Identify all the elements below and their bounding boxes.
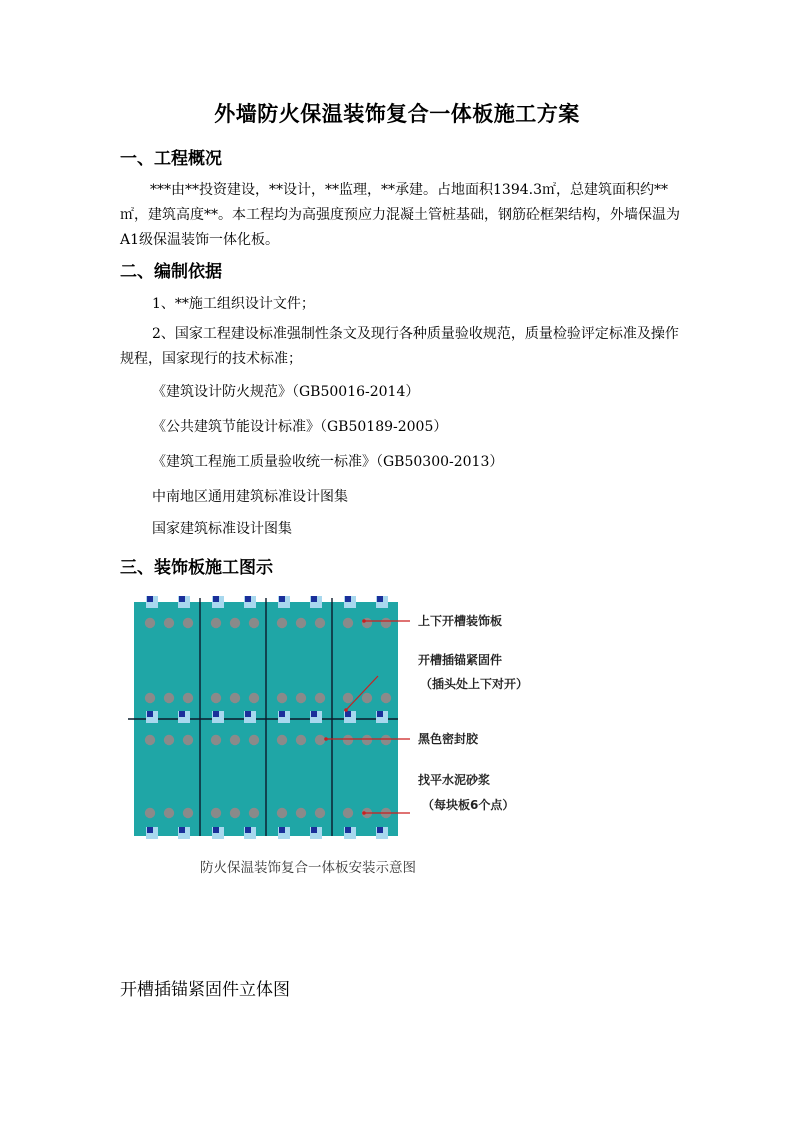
basis-item-3: 《建筑设计防火规范》（GB50016-2014） <box>152 384 420 400</box>
label-mortar-line1: 找平水泥砂浆 <box>418 773 491 787</box>
leader-endpoint <box>362 811 366 815</box>
mortar-dot <box>296 693 306 703</box>
section-heading-diagram: 三、装饰板施工图示 <box>120 558 273 578</box>
anchor-clip-inner <box>311 596 317 602</box>
mortar-dot <box>145 735 155 745</box>
anchor-clip-inner <box>377 711 383 717</box>
mortar-dot <box>296 735 306 745</box>
mortar-dot <box>230 693 240 703</box>
panel-grid <box>128 596 398 839</box>
section-heading-basis: 二、编制依据 <box>120 262 222 282</box>
mortar-dot <box>315 808 325 818</box>
anchor-clip-inner <box>345 711 351 717</box>
mortar-dot <box>183 618 193 628</box>
basis-item-5: 《建筑工程施工质量验收统一标准》（GB50300-2013） <box>152 454 504 470</box>
mortar-dot <box>343 808 353 818</box>
mortar-dot <box>249 735 259 745</box>
section-heading-overview: 一、工程概况 <box>120 149 222 169</box>
anchor-clip-inner <box>245 827 251 833</box>
figure-caption: 防火保温装饰复合一体板安装示意图 <box>200 860 416 876</box>
mortar-dot <box>343 693 353 703</box>
basis-item-2: 2、国家工程建设标准强制性条文及现行各种质量验收规范，质量检验评定标准及操作规程，国家现行的技术标准； <box>120 326 679 367</box>
anchor-clip-inner <box>179 711 185 717</box>
installation-diagram <box>128 592 548 882</box>
mortar-dot <box>381 693 391 703</box>
mortar-dot <box>249 618 259 628</box>
mortar-dot <box>164 693 174 703</box>
anchor-clip-inner <box>213 711 219 717</box>
anchor-clip-inner <box>311 827 317 833</box>
overview-paragraph: ***由**投资建设，**设计，**监理，**承建。占地面积1394.3㎡，总建筑面积约**㎡，建筑高度**。本工程均为高强度预应力混凝土管桩基础，钢筋砼框架结构，外墙保温为A1级保温装饰一体化板。 <box>120 182 680 248</box>
label-anchor-line2: （插头处上下对开） <box>420 677 529 691</box>
document-title: 外墙防火保温装饰复合一体板施工方案 <box>214 101 580 126</box>
mortar-dot <box>211 808 221 818</box>
anchor-clip-inner <box>279 711 285 717</box>
mortar-dot <box>249 808 259 818</box>
mortar-dot <box>211 693 221 703</box>
leader-endpoint <box>324 737 328 741</box>
mortar-dot <box>277 735 287 745</box>
label-sealant: 黑色密封胶 <box>418 732 479 746</box>
basis-item-6: 中南地区通用建筑标准设计图集 <box>152 489 348 505</box>
anchor-clip-inner <box>345 827 351 833</box>
mortar-dot <box>183 808 193 818</box>
mortar-dot <box>183 693 193 703</box>
anchor-clip-inner <box>245 711 251 717</box>
anchor-clip-inner <box>279 596 285 602</box>
mortar-dot <box>145 618 155 628</box>
mortar-dot <box>183 735 193 745</box>
mortar-dot <box>362 735 372 745</box>
anchor-clip-inner <box>311 711 317 717</box>
anchor-clip-inner <box>147 711 153 717</box>
mortar-dot <box>230 618 240 628</box>
mortar-dot <box>277 693 287 703</box>
anchor-clip-inner <box>279 827 285 833</box>
mortar-dot <box>296 618 306 628</box>
mortar-dot <box>381 735 391 745</box>
mortar-dot <box>249 693 259 703</box>
anchor-clip-inner <box>213 827 219 833</box>
installation-diagram-svg <box>128 592 548 882</box>
label-panel: 上下开槽装饰板 <box>418 614 503 628</box>
anchor-clip-inner <box>377 596 383 602</box>
anchor-clip-inner <box>147 596 153 602</box>
mortar-dot <box>211 618 221 628</box>
mortar-dot <box>343 618 353 628</box>
mortar-dot <box>211 735 221 745</box>
anchor-clip-inner <box>179 596 185 602</box>
leader-endpoint <box>344 708 348 712</box>
mortar-dot <box>145 693 155 703</box>
mortar-dot <box>381 618 391 628</box>
mortar-dot <box>315 693 325 703</box>
leader-endpoint <box>362 619 366 623</box>
label-mortar-line2: （每块板6个点） <box>422 798 515 812</box>
anchor-clip-inner <box>245 596 251 602</box>
anchor-clip-inner <box>345 596 351 602</box>
label-anchor-line1: 开槽插锚紧固件 <box>418 653 503 667</box>
mortar-dot <box>230 808 240 818</box>
basis-item-4: 《公共建筑节能设计标准》（GB50189-2005） <box>152 419 448 435</box>
mortar-dot <box>315 735 325 745</box>
mortar-dot <box>343 735 353 745</box>
mortar-dot <box>296 808 306 818</box>
mortar-dot <box>315 618 325 628</box>
mortar-dot <box>145 808 155 818</box>
anchor-clip-inner <box>179 827 185 833</box>
anchor-clip-inner <box>213 596 219 602</box>
mortar-dot <box>164 735 174 745</box>
mortar-dot <box>230 735 240 745</box>
mortar-dot <box>362 693 372 703</box>
anchor-3d-subheading: 开槽插锚紧固件立体图 <box>120 980 290 1000</box>
mortar-dot <box>277 808 287 818</box>
anchor-clip-inner <box>147 827 153 833</box>
basis-item-1: 1、**施工组织设计文件； <box>152 296 315 312</box>
mortar-dot <box>164 618 174 628</box>
mortar-dot <box>277 618 287 628</box>
basis-item-7: 国家建筑标准设计图集 <box>152 521 292 537</box>
mortar-dot <box>164 808 174 818</box>
anchor-clip-inner <box>377 827 383 833</box>
